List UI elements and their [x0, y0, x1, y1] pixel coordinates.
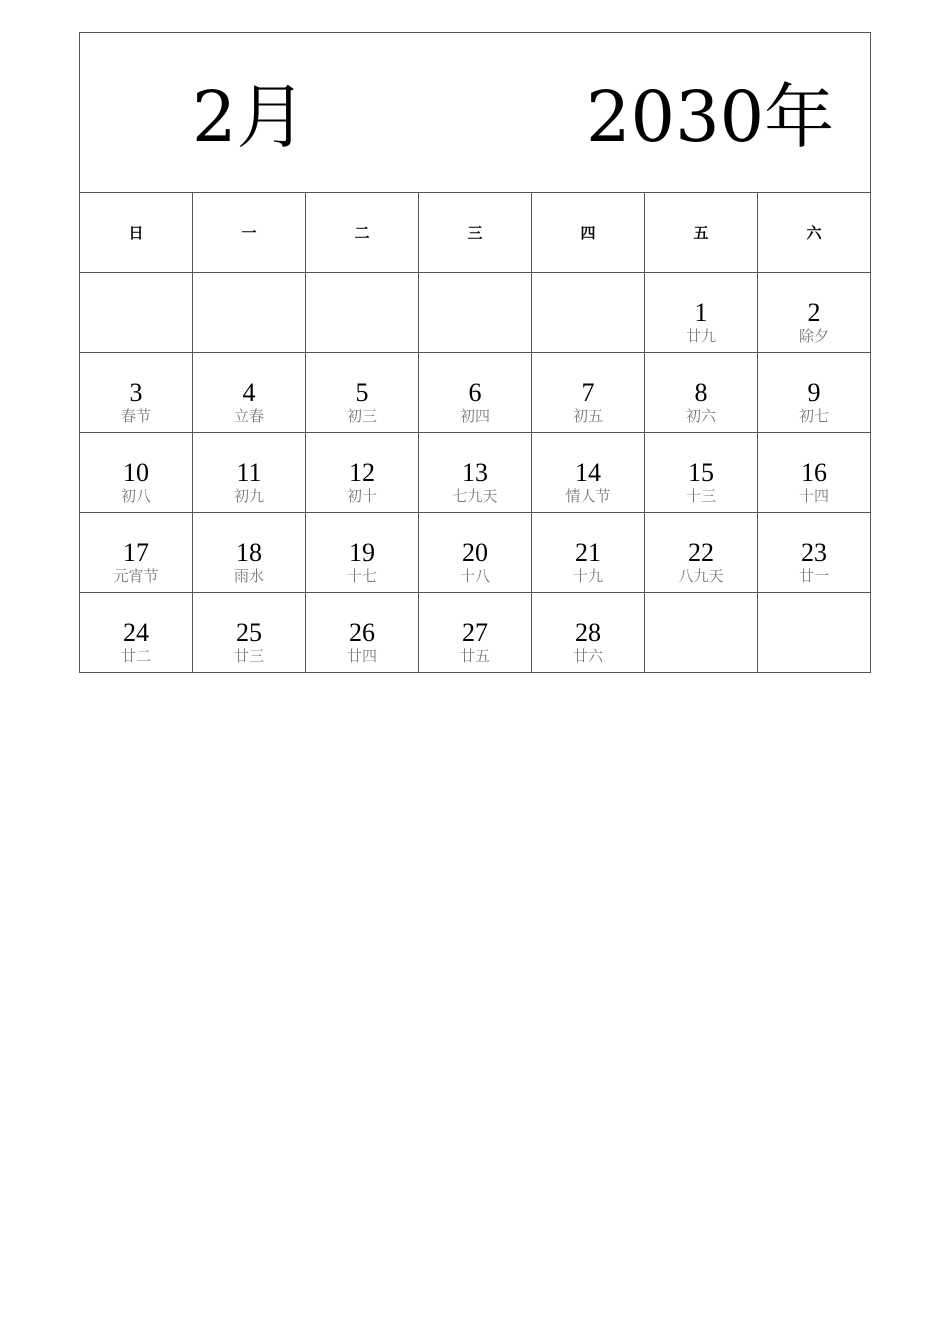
lunar-date: 初四: [459, 407, 490, 425]
month-title: 2月: [192, 76, 307, 158]
lunar-date: 十三: [685, 487, 716, 505]
day-number: 17: [123, 538, 149, 567]
day-cell: [532, 433, 645, 513]
weekday-row: [80, 193, 871, 273]
day-number: 19: [349, 538, 375, 567]
weekday-sat: 六: [758, 193, 871, 273]
lunar-date: 十九: [572, 567, 603, 585]
week-row: [80, 433, 871, 513]
day-cell: [532, 353, 645, 433]
calendar-header-row: [80, 33, 871, 193]
day-number: 16: [801, 458, 827, 487]
lunar-date: 春节: [120, 407, 151, 425]
day-cell: [758, 353, 871, 433]
lunar-date: 初十: [346, 487, 377, 505]
day-number: 28: [575, 618, 601, 647]
day-cell: [532, 513, 645, 593]
day-number: 2: [807, 298, 821, 327]
day-number: 25: [236, 618, 262, 647]
day-cell: [758, 273, 871, 353]
day-number: 27: [462, 618, 488, 647]
day-cell: [193, 513, 306, 593]
day-cell: [645, 433, 758, 513]
week-row: [80, 353, 871, 433]
day-cell: [306, 273, 419, 353]
day-cell: [532, 593, 645, 673]
year-title: 2030年: [586, 76, 835, 158]
lunar-date: 十七: [346, 567, 377, 585]
day-number: 22: [688, 538, 714, 567]
day-cell: [80, 593, 193, 673]
day-number: 5: [355, 378, 369, 407]
lunar-date: 雨水: [233, 567, 264, 585]
day-cell: [306, 513, 419, 593]
day-cell: [758, 513, 871, 593]
day-number: 11: [236, 458, 262, 487]
day-number: 4: [242, 378, 256, 407]
day-number: 1: [694, 298, 708, 327]
day-cell: [306, 433, 419, 513]
day-cell: [532, 273, 645, 353]
day-cell: [306, 353, 419, 433]
weekday-tue: 二: [306, 193, 419, 273]
lunar-date: 廿九: [685, 327, 716, 345]
calendar-header: [80, 33, 871, 193]
day-cell: [645, 353, 758, 433]
day-number: 7: [581, 378, 595, 407]
day-number: 3: [129, 378, 143, 407]
weekday-sun: 日: [80, 193, 193, 273]
day-cell: [419, 273, 532, 353]
weeks-body: [80, 273, 871, 673]
day-number: 8: [694, 378, 708, 407]
lunar-date: 初六: [685, 407, 716, 425]
day-cell: [419, 433, 532, 513]
day-cell: [645, 273, 758, 353]
day-number: 6: [468, 378, 482, 407]
lunar-date: 初三: [346, 407, 377, 425]
lunar-date: 初八: [120, 487, 151, 505]
day-number: 23: [801, 538, 827, 567]
lunar-date: 元宵节: [113, 567, 159, 585]
day-cell: [419, 593, 532, 673]
day-number: 15: [688, 458, 714, 487]
day-cell: [419, 513, 532, 593]
day-number: 9: [807, 378, 821, 407]
day-cell: [645, 593, 758, 673]
week-row: [80, 593, 871, 673]
weekday-fri: 五: [645, 193, 758, 273]
lunar-date: 初九: [233, 487, 264, 505]
day-number: 14: [575, 458, 601, 487]
lunar-date: 初五: [572, 407, 603, 425]
lunar-date: 初七: [798, 407, 829, 425]
day-cell: [80, 433, 193, 513]
day-cell: [80, 273, 193, 353]
lunar-date: 十四: [798, 487, 829, 505]
lunar-date: 情人节: [565, 487, 611, 505]
day-cell: [419, 353, 532, 433]
day-cell: [193, 593, 306, 673]
lunar-date: 廿六: [572, 647, 603, 665]
lunar-date: 廿三: [233, 647, 264, 665]
week-row: [80, 513, 871, 593]
day-number: 24: [123, 618, 149, 647]
weekday-mon: 一: [193, 193, 306, 273]
lunar-date: 廿五: [459, 647, 490, 665]
day-number: 26: [349, 618, 375, 647]
lunar-date: 廿二: [120, 647, 151, 665]
day-cell: [80, 513, 193, 593]
day-number: 12: [349, 458, 375, 487]
week-row: [80, 273, 871, 353]
day-number: 21: [575, 538, 601, 567]
calendar-table: [79, 32, 871, 673]
day-cell: [758, 433, 871, 513]
day-number: 18: [236, 538, 262, 567]
weekday-thu: 四: [532, 193, 645, 273]
day-cell: [193, 433, 306, 513]
lunar-date: 七九天: [452, 487, 498, 505]
day-cell: [80, 353, 193, 433]
lunar-date: 八九天: [678, 567, 724, 585]
day-number: 10: [123, 458, 149, 487]
day-cell: [758, 593, 871, 673]
lunar-date: 立春: [233, 407, 264, 425]
lunar-date: 十八: [459, 567, 490, 585]
day-cell: [645, 513, 758, 593]
weekday-wed: 三: [419, 193, 532, 273]
day-cell: [306, 593, 419, 673]
day-cell: [193, 273, 306, 353]
lunar-date: 除夕: [798, 327, 829, 345]
day-cell: [193, 353, 306, 433]
day-number: 13: [462, 458, 488, 487]
lunar-date: 廿四: [346, 647, 377, 665]
lunar-date: 廿一: [798, 567, 829, 585]
day-number: 20: [462, 538, 488, 567]
